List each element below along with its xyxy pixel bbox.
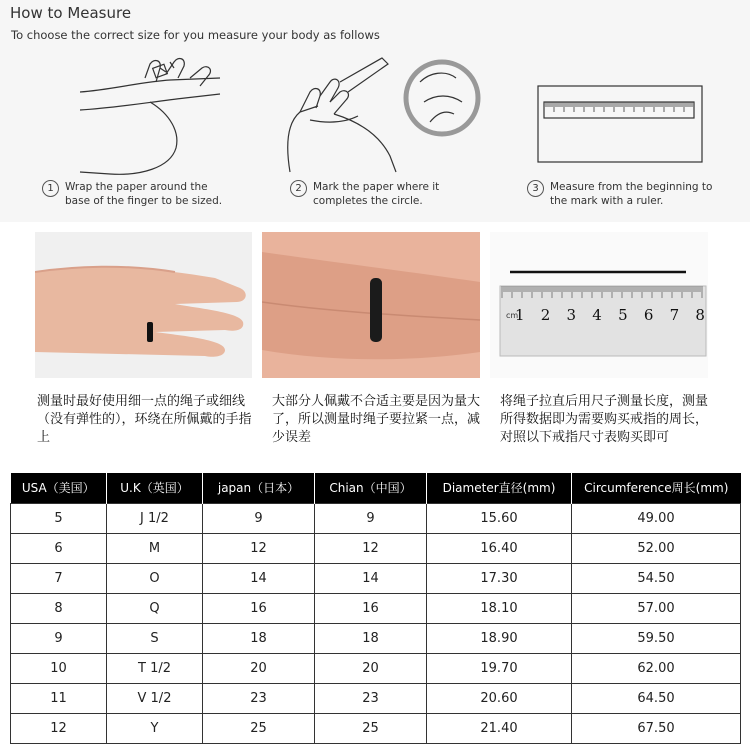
table-cell: 12	[315, 533, 427, 563]
table-cell: 18	[203, 623, 315, 653]
table-cell: 59.50	[572, 623, 741, 653]
column-header-china: Chian（中国）	[315, 473, 427, 503]
table-cell: 49.00	[572, 503, 741, 533]
step-2	[290, 180, 439, 208]
table-cell: 7	[11, 563, 107, 593]
table-cell: 18	[315, 623, 427, 653]
table-cell: S	[107, 623, 203, 653]
table-cell: 15.60	[427, 503, 572, 533]
table-cell: 20.60	[427, 683, 572, 713]
hand-ring-photo	[35, 232, 252, 378]
table-row	[11, 503, 741, 533]
table-cell: 20	[203, 653, 315, 683]
ruler-number: 4	[592, 306, 602, 324]
table-cell: Y	[107, 713, 203, 743]
table-cell: 8	[11, 593, 107, 623]
table-row	[11, 713, 741, 743]
table-cell: 9	[203, 503, 315, 533]
table-cell: 25	[203, 713, 315, 743]
table-cell: 14	[315, 563, 427, 593]
table-cell: 54.50	[572, 563, 741, 593]
ring-closeup-photo	[262, 232, 480, 378]
table-cell: 18.90	[427, 623, 572, 653]
step-1	[42, 180, 222, 208]
table-cell: 9	[11, 623, 107, 653]
table-row	[11, 653, 741, 683]
caption-2: 大部分人佩戴不合适主要是因为量大了，所以测量时绳子要拉紧一点，减少误差	[272, 394, 481, 445]
ruler-numbers	[515, 306, 705, 324]
table-cell: 18.10	[427, 593, 572, 623]
string-ruler-photo	[490, 232, 708, 378]
column-header-circumference: Circumference周长(mm)	[572, 473, 741, 503]
table-cell: 16	[315, 593, 427, 623]
table-cell: Q	[107, 593, 203, 623]
ruler-number: 7	[669, 306, 680, 324]
table-row	[11, 683, 741, 713]
table-cell: 12	[203, 533, 315, 563]
table-cell: 17.30	[427, 563, 572, 593]
table-cell: 62.00	[572, 653, 741, 683]
ruler-number: 2	[540, 306, 551, 324]
table-cell: O	[107, 563, 203, 593]
table-cell: 6	[11, 533, 107, 563]
ruler-illustration	[530, 52, 710, 182]
how-to-measure-section	[0, 0, 750, 222]
table-cell: 20	[315, 653, 427, 683]
column-header-diameter: Diameter直径(mm)	[427, 473, 572, 503]
table-cell: 9	[315, 503, 427, 533]
table-cell: 25	[315, 713, 427, 743]
step-3	[527, 180, 712, 208]
table-row	[11, 623, 741, 653]
table-row	[11, 563, 741, 593]
step-number: 3	[527, 180, 544, 197]
table-cell: 14	[203, 563, 315, 593]
table-header-row	[11, 473, 741, 503]
column-header-usa: USA（美国）	[11, 473, 107, 503]
table-row	[11, 533, 741, 563]
step-text: Measure from the beginning to the mark with a ruler.	[550, 181, 713, 207]
pen-mark-illustration	[270, 52, 500, 182]
ring-size-table	[10, 473, 741, 744]
ruler-number: 5	[618, 306, 628, 324]
table-cell: V 1/2	[107, 683, 203, 713]
table-cell: 16	[203, 593, 315, 623]
page-subtitle: To choose the correct size for you measure your body as follows	[11, 28, 380, 42]
hand-wrap-illustration	[70, 52, 230, 182]
step-number: 2	[290, 180, 307, 197]
column-header-japan: japan（日本）	[203, 473, 315, 503]
step-number: 1	[42, 180, 59, 197]
step-text: Wrap the paper around the base of the finger to be sized.	[65, 181, 223, 207]
table-cell: M	[107, 533, 203, 563]
table-cell: T 1/2	[107, 653, 203, 683]
ruler-unit: cm	[506, 311, 519, 320]
table-cell: 5	[11, 503, 107, 533]
table-cell: 23	[203, 683, 315, 713]
table-cell: 10	[11, 653, 107, 683]
column-header-uk: U.K（英国）	[107, 473, 203, 503]
table-row	[11, 593, 741, 623]
table-cell: 67.50	[572, 713, 741, 743]
ruler-number: 1	[515, 306, 525, 324]
table-cell: 23	[315, 683, 427, 713]
page-title: How to Measure	[10, 4, 132, 22]
table-cell: 11	[11, 683, 107, 713]
caption-3: 将绳子拉直后用尺子测量长度，测量所得数据即为需要购买戒指的周长，对照以下戒指尺寸表购买即可	[500, 394, 709, 445]
ruler-number: 8	[695, 306, 705, 324]
table-cell: 16.40	[427, 533, 572, 563]
step-text: Mark the paper where it completes the circle.	[313, 181, 440, 207]
ruler-number: 6	[643, 306, 654, 324]
table-cell: 52.00	[572, 533, 741, 563]
table-cell: J 1/2	[107, 503, 203, 533]
table-cell: 19.70	[427, 653, 572, 683]
table-cell: 64.50	[572, 683, 741, 713]
table-cell: 21.40	[427, 713, 572, 743]
caption-1: 测量时最好使用细一点的绳子或细线（没有弹性的），环绕在所佩戴的手指上	[37, 394, 252, 445]
ruler-number: 3	[566, 306, 577, 324]
table-cell: 57.00	[572, 593, 741, 623]
table-cell: 12	[11, 713, 107, 743]
